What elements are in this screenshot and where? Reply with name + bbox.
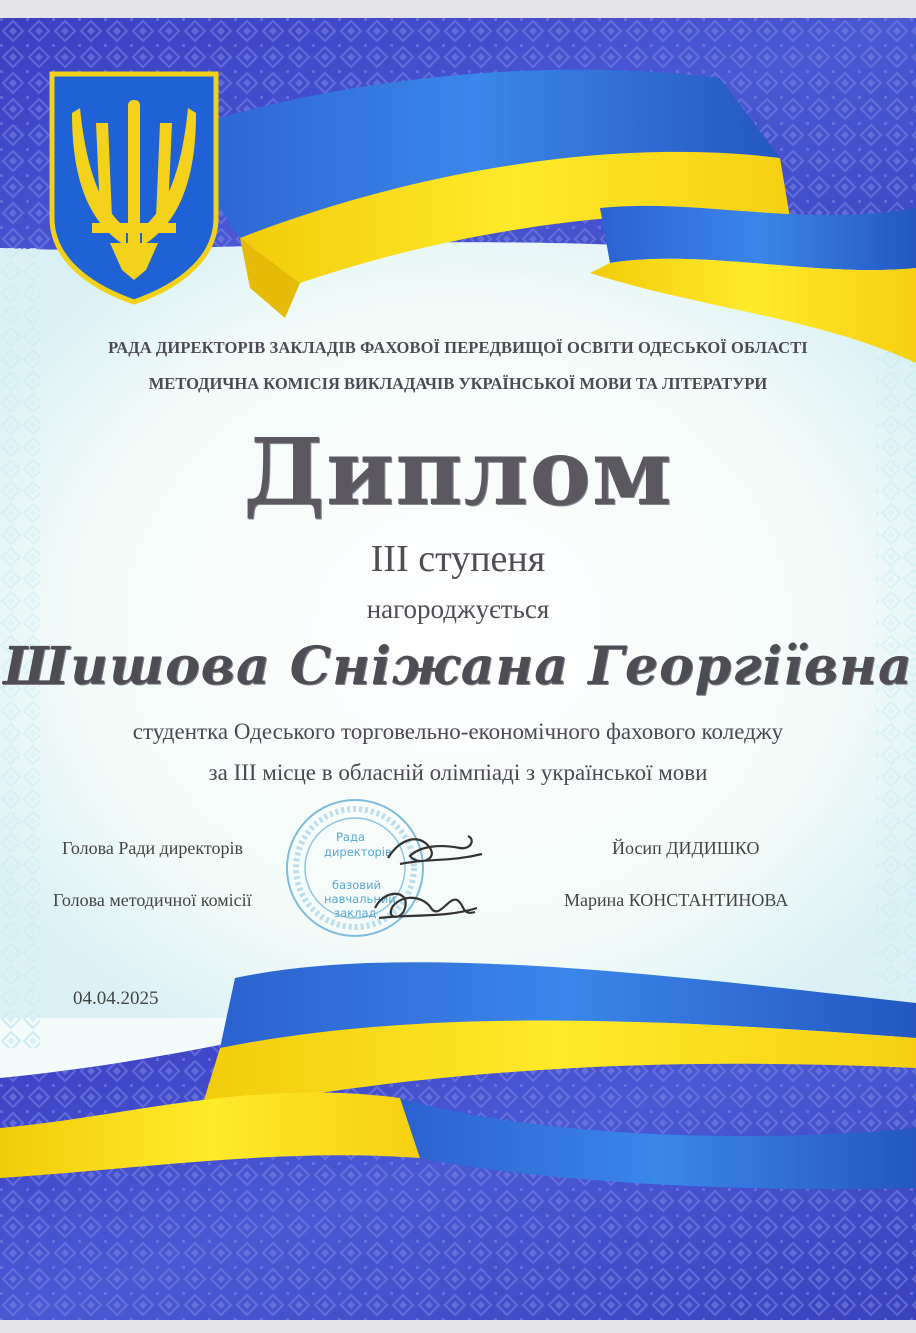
signature-role-commission: Голова методичної комісії [53, 890, 252, 910]
description-line-1: студентка Одеського торговельно-економічного фахового коледжу [132, 719, 784, 744]
diploma-sheet [0, 18, 916, 1320]
signature-role-chair: Голова Ради директорів [62, 838, 244, 858]
diploma-degree: ІІІ ступеня [370, 538, 546, 580]
recipient-name: Шишова Сніжана Георгіївна [3, 636, 913, 697]
signature-name-commission: Марина КОНСТАНТИНОВА [564, 890, 789, 910]
diploma-title: Диплом [243, 418, 673, 526]
stamp-line: заклад [334, 906, 377, 920]
organization-line-1: РАДА ДИРЕКТОРІВ ЗАКЛАДІВ ФАХОВОЇ ПЕРЕДВИЩОЇ ОСВІТИ ОДЕСЬКОЇ ОБЛАСТІ [108, 338, 808, 357]
handwritten-signature [380, 818, 490, 878]
handwritten-signature [365, 878, 485, 933]
stamp-line: навчальний [324, 892, 396, 906]
organization-line-2: МЕТОДИЧНА КОМІСІЯ ВИКЛАДАЧІВ УКРАЇНСЬКОЇ МОВИ ТА ЛІТЕРАТУРИ [148, 374, 768, 393]
stamp-line: директорів [324, 845, 392, 859]
tryzub-shield-icon [52, 74, 216, 302]
awarded-label: нагороджується [366, 594, 550, 624]
stamp-line: Рада [336, 830, 365, 844]
signature-name-chair: Йосип ДИДИШКО [612, 838, 760, 858]
description-line-2: за ІІІ місце в обласній олімпіаді з української мови [208, 760, 708, 785]
stamp-line: базовий [332, 878, 382, 892]
issue-date: 04.04.2025 [73, 988, 159, 1009]
